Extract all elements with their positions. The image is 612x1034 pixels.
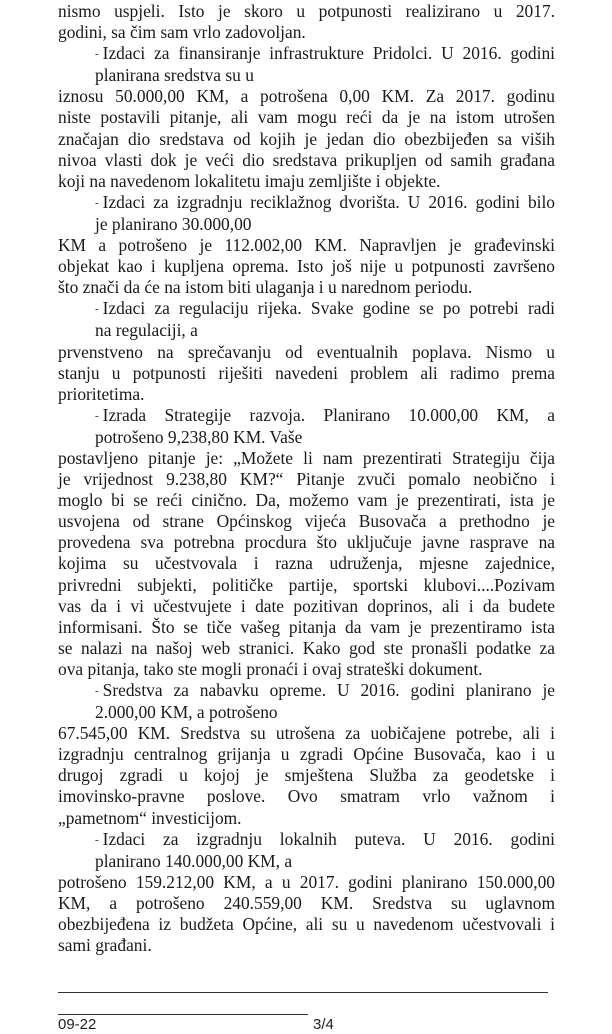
list-item-lokalni-putevi — [58, 829, 555, 957]
footer-divider — [58, 992, 548, 993]
item-heading-cont: 2.000,00 KM, a potrošeno — [95, 702, 278, 723]
text-line: obezbijeđena iz budžeta Općine, ali su u navedenom učestvovali i — [58, 914, 555, 935]
text-line: prvenstveno na sprečavanju od eventualnih poplava. Nismo u — [58, 341, 555, 362]
text-line: provedena sva potrebna procdura što uključuje javne rasprave na — [58, 532, 555, 553]
text-line: ova pitanja, tako ste mogli pronaći i ovaj strateški dokument. — [58, 658, 483, 679]
bullet-dash: - — [95, 48, 99, 61]
text-line: niste postavili pitanje, ali vam mogu reći da je na istom utrošen — [58, 107, 555, 128]
item-heading: - Sredstva za nabavku opreme. U 2016. godini planirano je — [95, 680, 555, 700]
text-line: koji na navedenom lokalitetu imaju zemljište i objekte. — [58, 170, 441, 191]
text-line: potrošeno 159.212,00 KM, a u 2017. godini planirano 150.000,00 — [58, 871, 555, 892]
text-line: postavljeno pitanje je: „Možete li nam prezentirati Strategiju čija — [58, 447, 555, 468]
text-line: imovinsko-pravne poslove. Ovo smatram vrlo važnom i — [58, 786, 555, 807]
text-line: informisani. Što se tiče vašeg pitanja da vam je prezentiramo ista — [58, 616, 555, 637]
text-line: se nalazi na našoj web stranici. Kako god ste pronašli podatke za — [58, 637, 555, 658]
bullet-dash: - — [95, 833, 99, 846]
list-item-pridolci — [58, 43, 555, 192]
text-line: KM, a potrošeno 240.559,00 KM. Sredstva su uglavnom — [58, 892, 555, 913]
text-line: nivoa vlasti dok je veći dio sredstava prikupljen od samih građana — [58, 149, 555, 170]
item-heading-cont: je planirano 30.000,00 — [95, 213, 252, 234]
text-line: što znači da će na istom biti ulaganja i u narednom periodu. — [58, 277, 473, 298]
text-line: nismo uspjeli. Isto je skoro u potpunosti realizirano u 2017. — [58, 1, 555, 21]
bullet-dash: - — [95, 685, 99, 697]
document-page — [58, 0, 555, 956]
item-heading: - Izdaci za izgradnju lokalnih puteva. U 2016. godini — [95, 828, 555, 849]
footnote-divider — [58, 1014, 308, 1015]
text-line: izgradnju centralnog grijanja u zgradi Općine Busovača, kao i u — [58, 744, 555, 765]
text-line: stanju u potpunosti riješiti navedeni problem ali radimo prema — [58, 362, 555, 383]
text-line: drugoj zgradi u kojoj je smještena Služba za geodetske i — [58, 765, 555, 786]
list-item-nabavka-opreme — [58, 680, 555, 829]
list-item-reciklazno-dvoriste — [58, 192, 555, 298]
text-line: kojima su učestvovala i razna udruženja, mjesne zajednice, — [58, 553, 555, 574]
item-heading-cont: potrošeno 9,238,80 KM. Vaše — [95, 426, 303, 447]
text-line: 67.545,00 KM. Sredstva su utrošena za uobičajene potrebe, ali i — [58, 723, 555, 744]
item-heading: - Izdaci za regulaciju rijeka. Svake godine se po potrebi radi — [95, 298, 555, 319]
item-heading-cont: planirana sredstva su u — [95, 65, 254, 86]
item-heading-cont: planirano 140.000,00 KM, a — [95, 850, 293, 871]
text-line: je vrijednost 9.238,80 KM?“ Pitanje zvuči pomalo neobično i — [58, 469, 555, 490]
bullet-dash: - — [95, 409, 99, 422]
list-item-regulacija-rijeka — [58, 298, 555, 404]
item-heading: - Izdaci za finansiranje infrastrukture Pridolci. U 2016. godini — [95, 43, 555, 64]
text-line: značajan dio sredstava od kojih je jedan dio obezbijeđen sa viših — [58, 128, 555, 149]
item-heading-cont: na regulaciji, a — [95, 320, 198, 341]
text-line: usvojena od strane Općinskog vijeća Busovača a prethodno je — [58, 511, 555, 532]
bullet-dash: - — [95, 196, 99, 209]
paragraph-continuation — [58, 1, 555, 43]
text-line: privredni subjekti, političke partije, sportski klubovi....Pozivam — [58, 574, 555, 595]
text-line: „pametnom“ investicijom. — [58, 807, 242, 828]
text-line: godini, sa čim sam vrlo zadovoljan. — [58, 22, 306, 43]
text-line: KM a potrošeno je 112.002,00 KM. Napravljen je građevinski — [58, 235, 555, 256]
text-line: moglo bi se reći cinično. Da, možemo vam je prezentirati, ista je — [58, 490, 555, 511]
text-line: sami građani. — [58, 935, 152, 956]
text-line: prioritetima. — [58, 383, 145, 404]
page-number: 3/4 — [313, 1016, 334, 1033]
item-heading: - Izrada Strategije razvoja. Planirano 10.000,00 KM, a — [95, 404, 555, 425]
item-heading: - Izdaci za izgradnju reciklažnog dvorišta. U 2016. godini bilo — [95, 191, 555, 212]
text-line: vas da i vi učestvujete i date pozitivan doprinos, ali i da budete — [58, 595, 555, 616]
footer-code: 09-22 — [58, 1016, 97, 1033]
text-line: iznosu 50.000,00 KM, a potrošena 0,00 KM. Za 2017. godinu — [58, 86, 555, 107]
text-line: objekat kao i kupljena oprema. Isto još nije u potpunosti završeno — [58, 256, 555, 277]
bullet-dash: - — [95, 303, 99, 316]
list-item-strategija-razvoja — [58, 405, 555, 680]
